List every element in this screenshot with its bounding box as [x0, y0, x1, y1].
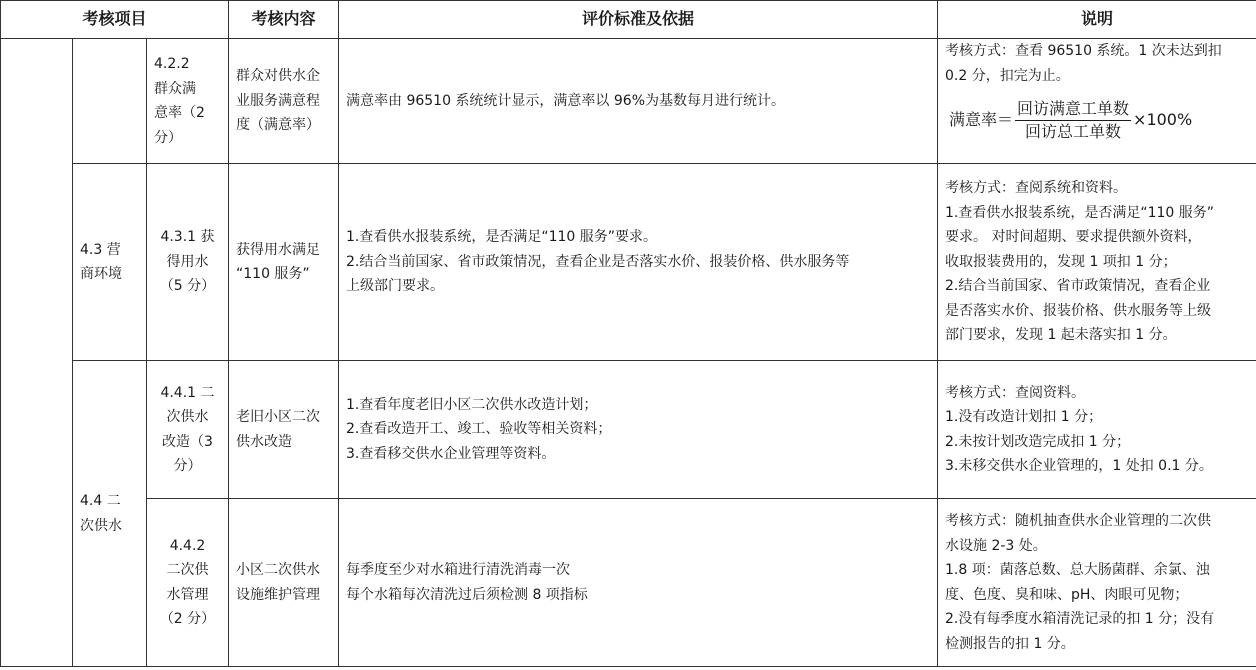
content-line: 度（满意率） — [236, 117, 320, 134]
note-line: 收取报装费用的，发现 1 项扣 1 分； — [945, 253, 1177, 270]
note-cell — [938, 164, 1256, 361]
sub-item-cell — [147, 499, 229, 667]
criteria-line: 每季度至少对水箱进行清洗消毒一次 — [346, 562, 570, 578]
content-cell — [229, 499, 339, 667]
sub-item-cell — [147, 164, 229, 361]
sub-item-line: 分） — [173, 458, 202, 474]
content-line: 小区二次供水 — [236, 562, 320, 578]
header-item: 考核项目 — [1, 1, 229, 39]
note-line: 是否落实水价、报装价格、供水服务等上级 — [945, 302, 1211, 319]
formula-suffix: ×100% — [1133, 110, 1193, 130]
sub-item-line: 群众满 — [154, 80, 196, 97]
note-line: 1.查看供水报装系统，是否满足“110 服务” — [945, 204, 1215, 221]
note-line: 要求。 对时间超期、要求提供额外资料， — [945, 229, 1202, 246]
criteria-line: 1.查看供水报装系统，是否满足“110 服务”要求。 — [346, 229, 658, 246]
sub-item-line: 次供水 — [166, 409, 209, 425]
criteria-line: 满意率由 96510 系统统计显示，满意率以 96%为基数每月进行统计。 — [346, 92, 786, 109]
note-line: 考核方式：查阅资料。 — [945, 384, 1085, 401]
criteria-line: 2.结合当前国家、省市政策情况，查看企业是否落实水价、报装价格、供水服务等 — [346, 253, 850, 270]
sub-item-line: 4.4.2 — [169, 537, 206, 554]
sub-item-line: 二次供 — [166, 562, 209, 578]
sub-item-line: 4.2.2 — [154, 56, 190, 72]
note-line: 考核方式：查看 96510 系统。1 次未达到扣 — [945, 43, 1222, 59]
criteria-cell — [339, 499, 938, 667]
note-cell — [938, 499, 1256, 667]
sub-item-line: （5 分） — [159, 278, 216, 295]
note-line: 1.没有改造计划扣 1 分； — [945, 409, 1103, 425]
satisfaction-formula — [949, 98, 1249, 143]
sub-item-line: 4.3.1 获 — [160, 229, 215, 246]
criteria-line: 1.查看年度老旧小区二次供水改造计划； — [346, 396, 598, 413]
note-line: 1.8 项：菌落总数、总大肠菌群、余氯、浊 — [945, 562, 1210, 578]
formula-denominator: 回访总工单数 — [1025, 122, 1122, 141]
table-row — [1, 499, 1256, 667]
sub-item-line: 分） — [154, 129, 182, 146]
note-line: 2.结合当前国家、省市政策情况，查看企业 — [945, 278, 1211, 295]
sub-item-line: 改造（3 — [162, 433, 213, 450]
content-line: “110 服务” — [236, 266, 310, 282]
content-line: 获得用水满足 — [236, 241, 320, 258]
table-row — [1, 361, 1256, 499]
content-line: 供水改造 — [236, 433, 292, 450]
note-line: 度、色度、臭和味、pH、肉眼可见物； — [945, 586, 1189, 603]
header-criteria: 评价标准及依据 — [339, 1, 938, 39]
note-line: 考核方式：查阅系统和资料。 — [945, 180, 1127, 197]
group-cell — [73, 164, 147, 361]
group-line: 商环境 — [80, 266, 122, 282]
content-cell — [229, 39, 339, 164]
content-cell — [229, 164, 339, 361]
group-line: 4.4 二 — [80, 493, 121, 509]
criteria-line: 3.查看移交供水企业管理等资料。 — [346, 445, 556, 462]
criteria-cell — [339, 39, 938, 164]
sub-item-line: 水管理 — [166, 586, 209, 603]
note-line: 2.没有每季度水箱清洗记录的扣 1 分；没有 — [945, 611, 1215, 627]
sub-item-line: （2 分） — [159, 611, 216, 627]
sub-item-line: 意率（2 — [154, 105, 205, 121]
note-cell — [938, 39, 1256, 164]
blank-category-cell — [1, 39, 73, 667]
content-line: 业服务满意程 — [236, 92, 320, 109]
table-row — [1, 39, 1256, 164]
group-line: 次供水 — [80, 517, 122, 534]
formula-fraction — [1015, 98, 1131, 143]
criteria-line: 上级部门要求。 — [346, 278, 444, 295]
criteria-line: 2.查看改造开工、竣工、验收等相关资料； — [346, 421, 612, 438]
sub-item-line: 4.4.1 二 — [160, 384, 215, 401]
formula-numerator: 回访满意工单数 — [1015, 98, 1131, 121]
content-line: 群众对供水企 — [236, 68, 320, 85]
note-line: 考核方式：随机抽查供水企业管理的二次供 — [945, 513, 1211, 529]
group-cell — [73, 361, 147, 667]
table-row — [1, 164, 1256, 361]
group-cell-blank — [73, 39, 147, 164]
formula-label: 满意率＝ — [949, 110, 1014, 130]
note-line: 检测报告的扣 1 分。 — [945, 635, 1075, 652]
header-row — [1, 1, 1256, 39]
note-line: 3.未移交供水企业管理的，1 处扣 0.1 分。 — [945, 458, 1213, 474]
content-line: 老旧小区二次 — [236, 409, 320, 425]
sub-item-cell — [147, 39, 229, 164]
header-content: 考核内容 — [229, 1, 339, 39]
note-line: 部门要求，发现 1 起未落实扣 1 分。 — [945, 327, 1177, 344]
sub-item-cell — [147, 361, 229, 499]
criteria-line: 每个水箱每次清洗过后须检测 8 项指标 — [346, 586, 588, 603]
criteria-cell — [339, 164, 938, 361]
note-line: 2.未按计划改造完成扣 1 分； — [945, 433, 1131, 450]
note-line: 0.2 分，扣完为止。 — [945, 67, 1070, 84]
content-line: 设施维护管理 — [236, 586, 320, 603]
criteria-cell — [339, 361, 938, 499]
note-line: 水设施 2-3 处。 — [945, 537, 1047, 554]
note-cell — [938, 361, 1256, 499]
sub-item-line: 得用水 — [166, 253, 209, 270]
header-note: 说明 — [938, 1, 1256, 39]
content-cell — [229, 361, 339, 499]
group-line: 4.3 营 — [80, 241, 121, 258]
